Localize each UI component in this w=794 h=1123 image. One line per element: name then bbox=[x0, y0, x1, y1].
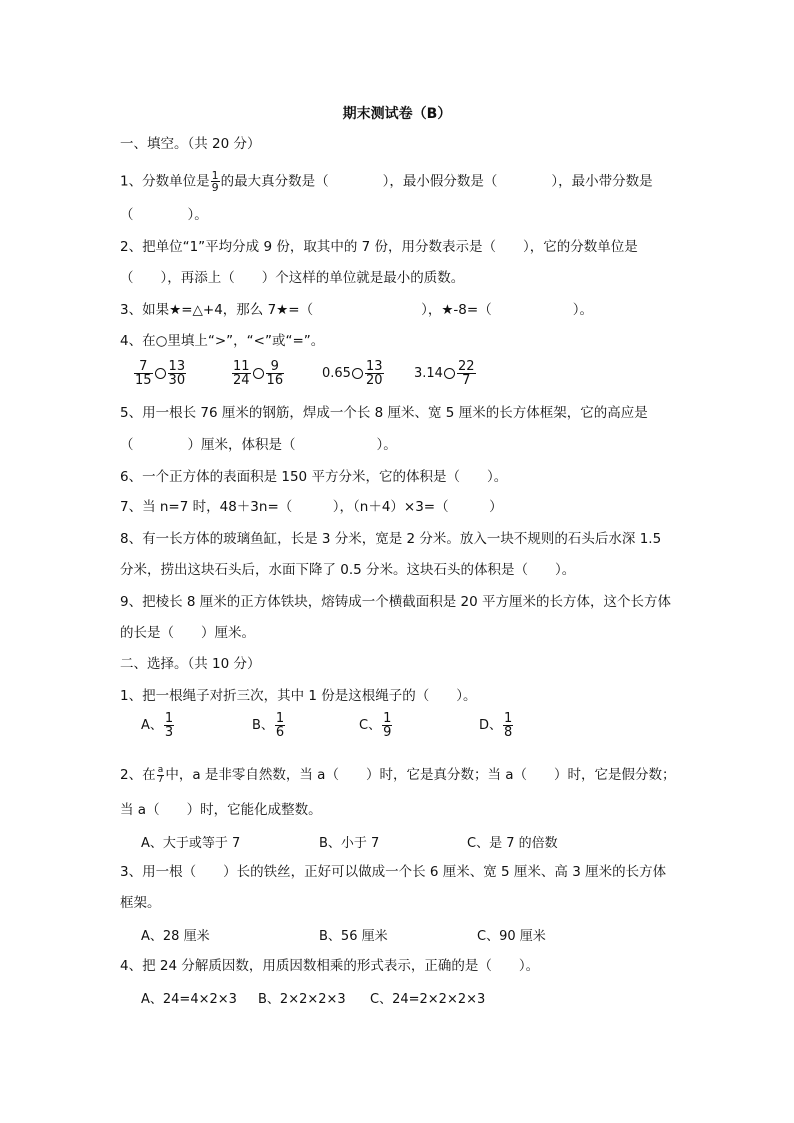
option-c-den: 9 bbox=[383, 725, 392, 740]
compare4-right-num: 22 bbox=[457, 359, 475, 374]
s1-q5-b: （ ）厘米，体积是（ ）。 bbox=[120, 437, 397, 453]
s1-q1-frac-den: 9 bbox=[211, 181, 219, 194]
compare2-left-num: 11 bbox=[233, 359, 250, 374]
compare1-right-num: 13 bbox=[168, 359, 186, 374]
compare1-right-fraction bbox=[168, 360, 187, 387]
option-b-den: 6 bbox=[275, 725, 285, 740]
s2-q1-option-d[interactable] bbox=[479, 712, 514, 739]
s2-q2-option-b[interactable]: B、小于 7 bbox=[319, 836, 380, 851]
s2-q3-option-a[interactable]: A、28 厘米 bbox=[141, 929, 210, 944]
s1-q1-b: 的最大真分数是（ ），最小假分数是（ ），最小带分数是 bbox=[220, 173, 653, 190]
compare4-right-den: 7 bbox=[462, 373, 471, 388]
s1-q5-a: 5、用一根长 76 厘米的钢筋，焊成一个长 8 厘米、宽 5 厘米的长方体框架，它的高应是 bbox=[120, 405, 648, 421]
s1-q9-a: 9、把棱长 8 厘米的正方体铁块，熔铸成一个横截面积是 20 平方厘米的长方体，这个长方体 bbox=[120, 594, 672, 610]
s2-q2-option-c[interactable]: C、是 7 的倍数 bbox=[467, 836, 558, 851]
s2-q1-text: 1、把一根绳子对折三次，其中 1 份是这根绳子的（ ）。 bbox=[120, 688, 477, 704]
option-b-fraction bbox=[275, 712, 285, 739]
s2-q1-option-c[interactable] bbox=[359, 712, 393, 739]
option-d-num: 1 bbox=[504, 711, 513, 726]
s2-q2-b: 中，a 是非零自然数，当 a（ ）时，它是真分数；当 a（ ）时，它是假分数； bbox=[165, 767, 676, 783]
s1-q9-b: 的长是（ ）厘米。 bbox=[120, 625, 255, 641]
s1-q4-compare-4 bbox=[414, 360, 477, 387]
s1-q1-frac-num: 1 bbox=[211, 169, 219, 182]
compare4-left-value: 3.14 bbox=[414, 366, 443, 381]
s1-q8-b: 分米，捞出这块石头后，水面下降了 0.5 分米。这块石头的体积是（ ）。 bbox=[120, 562, 576, 578]
compare-circle-2[interactable] bbox=[253, 368, 264, 379]
compare4-right-fraction bbox=[457, 360, 476, 387]
s2-q2-frac-den: 7 bbox=[157, 774, 164, 785]
option-d-label: D、 bbox=[479, 718, 503, 733]
s1-q1-c: （ ）。 bbox=[120, 207, 208, 223]
option-a-den: 3 bbox=[164, 725, 174, 740]
s2-q4-option-a[interactable]: A、24=4×2×3 bbox=[141, 992, 237, 1007]
s2-q2-frac-num: a bbox=[157, 764, 164, 775]
s2-q4-option-b[interactable]: B、2×2×2×3 bbox=[258, 992, 346, 1007]
compare1-left-num: 7 bbox=[134, 360, 153, 374]
s2-q3-option-b[interactable]: B、56 厘米 bbox=[319, 929, 388, 944]
compare3-right-den: 20 bbox=[365, 373, 383, 388]
compare1-left-den: 15 bbox=[135, 373, 152, 388]
option-a-fraction bbox=[164, 712, 174, 739]
page-title: 期末测试卷（B） bbox=[342, 106, 452, 122]
compare1-left-fraction bbox=[134, 360, 153, 387]
s2-q2-fraction bbox=[157, 766, 165, 785]
s1-q4-text: 4、在○里填上“>”，“<”或“=”。 bbox=[120, 333, 325, 349]
s1-q8-a: 8、有一长方体的玻璃鱼缸，长是 3 分米，宽是 2 分米。放入一块不规则的石头后水深 1.5 bbox=[120, 531, 662, 547]
compare3-left-value: 0.65 bbox=[322, 366, 351, 381]
compare-circle-3[interactable] bbox=[352, 368, 363, 379]
s1-q1-line1 bbox=[120, 170, 653, 193]
compare2-right-den: 16 bbox=[266, 373, 284, 388]
option-d-fraction bbox=[503, 712, 513, 739]
s2-q2-a: 2、在 bbox=[120, 767, 156, 783]
s2-q3-b: 框架。 bbox=[120, 895, 161, 911]
compare2-right-fraction bbox=[266, 360, 285, 387]
section1-heading: 一、填空。（共 20 分） bbox=[120, 136, 261, 152]
compare-circle-1[interactable] bbox=[155, 368, 166, 379]
s1-q4-compare-2 bbox=[231, 360, 285, 387]
s2-q3-a: 3、用一根（ ）长的铁丝，正好可以做成一个长 6 厘米、宽 5 厘米、高 3 厘米的长方体 bbox=[120, 864, 667, 880]
compare2-left-fraction bbox=[232, 360, 251, 387]
s2-q2-line1 bbox=[120, 765, 676, 785]
s1-q7: 7、当 n=7 时，48＋3n=（ ），（n＋4）×3=（ ） bbox=[120, 499, 503, 515]
compare2-left-den: 24 bbox=[233, 373, 250, 388]
option-d-den: 8 bbox=[504, 725, 513, 740]
s2-q4-option-c[interactable]: C、24=2×2×2×3 bbox=[370, 992, 486, 1007]
s1-q1-fraction bbox=[211, 170, 220, 193]
s1-q4-compare-3 bbox=[322, 360, 385, 387]
option-a-label: A、 bbox=[141, 718, 163, 733]
compare3-right-fraction bbox=[365, 360, 384, 387]
s2-q1-option-a[interactable] bbox=[141, 712, 175, 739]
s1-q2-a: 2、把单位“1”平均分成 9 份，取其中的 7 份，用分数表示是（ ），它的分数单位是 bbox=[120, 239, 638, 255]
s2-q1-option-b[interactable] bbox=[252, 712, 286, 739]
s2-q4-text: 4、把 24 分解质因数，用质因数相乘的形式表示，正确的是（ ）。 bbox=[120, 958, 540, 974]
option-c-label: C、 bbox=[359, 718, 382, 733]
s1-q6: 6、一个正方体的表面积是 150 平方分米，它的体积是（ ）。 bbox=[120, 469, 508, 485]
s2-q3-option-c[interactable]: C、90 厘米 bbox=[477, 929, 546, 944]
s2-q2-option-a[interactable]: A、大于或等于 7 bbox=[141, 836, 241, 851]
compare1-right-den: 30 bbox=[168, 373, 186, 388]
option-a-num: 1 bbox=[164, 711, 174, 726]
s1-q1-a: 1、分数单位是 bbox=[120, 173, 210, 190]
option-c-num: 1 bbox=[383, 711, 392, 726]
s1-q4-compare-1 bbox=[133, 360, 187, 387]
option-b-num: 1 bbox=[275, 711, 285, 726]
section2-heading: 二、选择。（共 10 分） bbox=[120, 656, 261, 672]
compare-circle-4[interactable] bbox=[444, 368, 455, 379]
s2-q2-c: 当 a（ ）时，它能化成整数。 bbox=[120, 802, 322, 818]
s1-q3: 3、如果★=△+4，那么 7★=（ ），★-8=（ ）。 bbox=[120, 302, 593, 318]
option-c-fraction bbox=[382, 712, 392, 739]
compare2-right-num: 9 bbox=[266, 360, 285, 374]
s1-q2-b: （ ），再添上（ ）个这样的单位就是最小的质数。 bbox=[120, 270, 465, 286]
option-b-label: B、 bbox=[252, 718, 274, 733]
compare3-right-num: 13 bbox=[365, 359, 383, 374]
